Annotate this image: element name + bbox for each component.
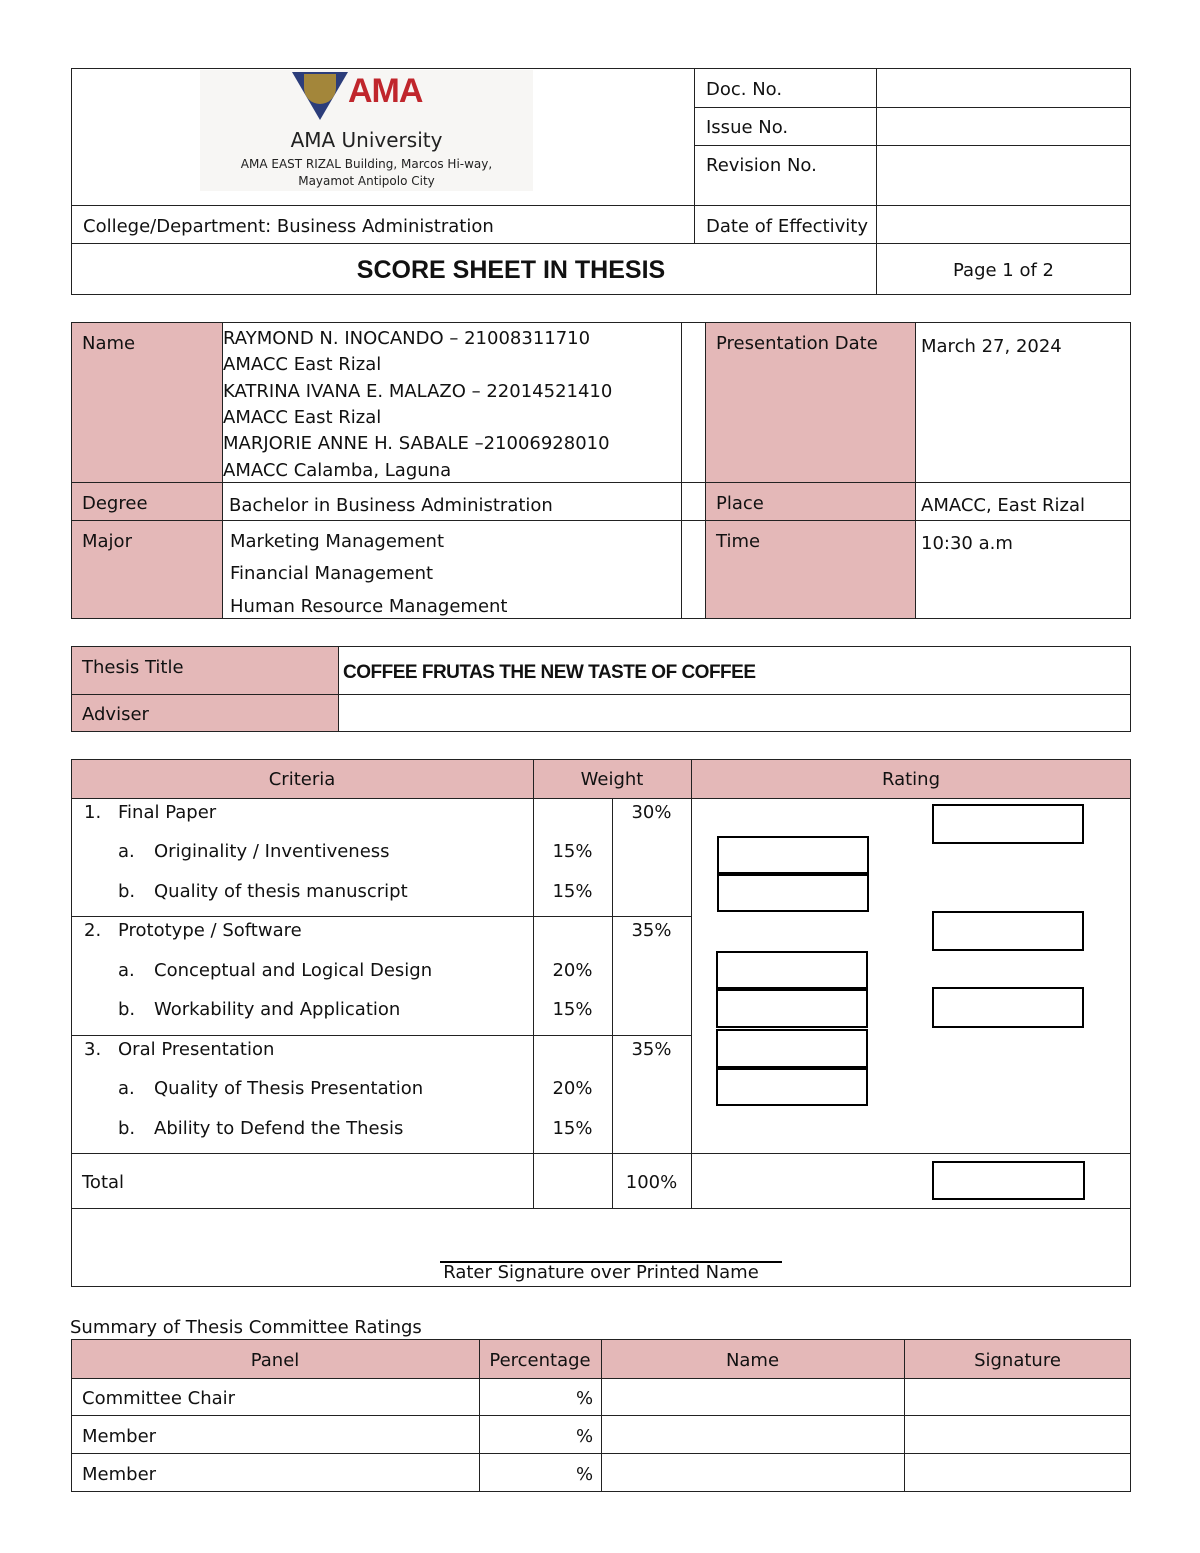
- major-value: Human Resource Management: [230, 596, 508, 617]
- criteria-item-letter: a.: [118, 1078, 135, 1099]
- criteria-item-label: Ability to Defend the Thesis: [154, 1118, 404, 1139]
- doc-no-label: Doc. No.: [706, 79, 783, 100]
- total-rating-field[interactable]: [932, 1161, 1085, 1200]
- thesis-title-value: COFFEE FRUTAS THE NEW TASTE OF COFFEE: [343, 662, 756, 683]
- panel-signature-cell[interactable]: [905, 1379, 1130, 1414]
- criteria-item-letter: a.: [118, 841, 135, 862]
- criteria-group-number: 3.: [84, 1039, 102, 1060]
- conceptual-design-rating-field[interactable]: [716, 951, 868, 989]
- criteria-group-weight: 35%: [631, 920, 672, 941]
- criteria-item-letter: a.: [118, 960, 135, 981]
- panel-name-cell[interactable]: [602, 1416, 903, 1452]
- manuscript-quality-rating-field[interactable]: [717, 874, 869, 912]
- name-label: Name: [82, 333, 136, 354]
- criteria-group-number: 1.: [84, 802, 102, 823]
- degree-value: Bachelor in Business Administration: [229, 495, 553, 516]
- logo-address-line1: AMA EAST RIZAL Building, Marcos Hi-way,: [240, 157, 493, 171]
- rating-header: Rating: [881, 769, 941, 790]
- criteria-header: Criteria: [268, 769, 336, 790]
- student-name-line: KATRINA IVANA E. MALAZO – 22014521410: [223, 381, 613, 402]
- logo-address-line2: Mayamot Antipolo City: [298, 174, 435, 188]
- criteria-group-label: Oral Presentation: [118, 1039, 275, 1060]
- college-department: College/Department: Business Administration: [83, 216, 494, 237]
- criteria-item-label: Originality / Inventiveness: [154, 841, 390, 862]
- place-label: Place: [716, 493, 764, 514]
- panel-role: Member: [82, 1464, 157, 1485]
- issue-no-label: Issue No.: [706, 117, 789, 138]
- panel-role: Member: [82, 1426, 157, 1447]
- panel-percentage: %: [576, 1464, 594, 1485]
- total-weight: 100%: [625, 1172, 678, 1193]
- percentage-header: Percentage: [489, 1350, 591, 1371]
- student-name-line: AMACC East Rizal: [223, 354, 382, 375]
- criteria-item-letter: b.: [118, 999, 136, 1020]
- oral-presentation-rating-field[interactable]: [932, 987, 1084, 1028]
- criteria-item-letter: b.: [118, 1118, 136, 1139]
- panel-name-cell[interactable]: [602, 1379, 903, 1414]
- criteria-group-label: Final Paper: [118, 802, 217, 823]
- time-label: Time: [716, 531, 761, 552]
- degree-label: Degree: [82, 493, 148, 514]
- major-value: Marketing Management: [230, 531, 445, 552]
- workability-rating-field[interactable]: [716, 989, 868, 1028]
- presentation-quality-rating-field[interactable]: [716, 1029, 868, 1068]
- panel-role: Committee Chair: [82, 1388, 236, 1409]
- logo-university-name: AMA University: [290, 128, 443, 152]
- criteria-item-weight: 20%: [552, 1078, 593, 1099]
- criteria-item-weight: 15%: [552, 1118, 593, 1139]
- criteria-group-weight: 35%: [631, 1039, 672, 1060]
- criteria-item-label: Quality of Thesis Presentation: [154, 1078, 424, 1099]
- page-title: SCORE SHEET IN THESIS: [356, 256, 666, 284]
- rater-signature-caption: Rater Signature over Printed Name: [443, 1262, 759, 1283]
- criteria-item-weight: 15%: [552, 881, 593, 902]
- summary-caption: Summary of Thesis Committee Ratings: [70, 1317, 422, 1338]
- criteria-item-label: Quality of thesis manuscript: [154, 881, 408, 902]
- major-value: Financial Management: [230, 563, 434, 584]
- criteria-group-weight: 30%: [631, 802, 672, 823]
- panel-signature-cell[interactable]: [905, 1416, 1130, 1452]
- student-name-line: AMACC Calamba, Laguna: [223, 460, 452, 481]
- thesis-table: [71, 646, 1131, 732]
- panel-header: Panel: [250, 1350, 300, 1371]
- originality-rating-field[interactable]: [717, 836, 869, 874]
- criteria-item-label: Conceptual and Logical Design: [154, 960, 433, 981]
- page-indicator: Page 1 of 2: [953, 260, 1054, 281]
- weight-header: Weight: [580, 769, 644, 790]
- criteria-item-weight: 15%: [552, 999, 593, 1020]
- adviser-label: Adviser: [82, 704, 149, 725]
- student-name-line: MARJORIE ANNE H. SABALE –21006928010: [223, 433, 610, 454]
- criteria-item-letter: b.: [118, 881, 136, 902]
- total-label: Total: [82, 1172, 125, 1193]
- signature-header: Signature: [974, 1350, 1061, 1371]
- student-name-line: AMACC East Rizal: [223, 407, 382, 428]
- criteria-group-label: Prototype / Software: [118, 920, 302, 941]
- panel-percentage: %: [576, 1388, 594, 1409]
- date-effectivity-label: Date of Effectivity: [706, 216, 868, 237]
- time-value: 10:30 a.m: [921, 533, 1013, 554]
- panel-name-cell[interactable]: [602, 1454, 903, 1491]
- final-paper-rating-field[interactable]: [932, 804, 1084, 844]
- logo-wordmark: AMA: [348, 72, 423, 110]
- criteria-group-number: 2.: [84, 920, 102, 941]
- criteria-item-label: Workability and Application: [154, 999, 401, 1020]
- defend-thesis-rating-field[interactable]: [716, 1068, 868, 1106]
- panel-percentage: %: [576, 1426, 594, 1447]
- presentation-date-value: March 27, 2024: [921, 336, 1062, 357]
- university-logo: [200, 70, 533, 191]
- panel-signature-cell[interactable]: [905, 1454, 1130, 1491]
- presentation-date-label: Presentation Date: [716, 333, 878, 354]
- student-name-line: RAYMOND N. INOCANDO – 21008311710: [223, 328, 591, 349]
- place-value: AMACC, East Rizal: [921, 495, 1085, 516]
- criteria-item-weight: 15%: [552, 841, 593, 862]
- criteria-item-weight: 20%: [552, 960, 593, 981]
- name-header: Name: [725, 1350, 780, 1371]
- revision-no-label: Revision No.: [706, 155, 817, 176]
- major-label: Major: [82, 531, 132, 552]
- thesis-title-label: Thesis Title: [82, 657, 184, 678]
- prototype-rating-field[interactable]: [932, 911, 1084, 951]
